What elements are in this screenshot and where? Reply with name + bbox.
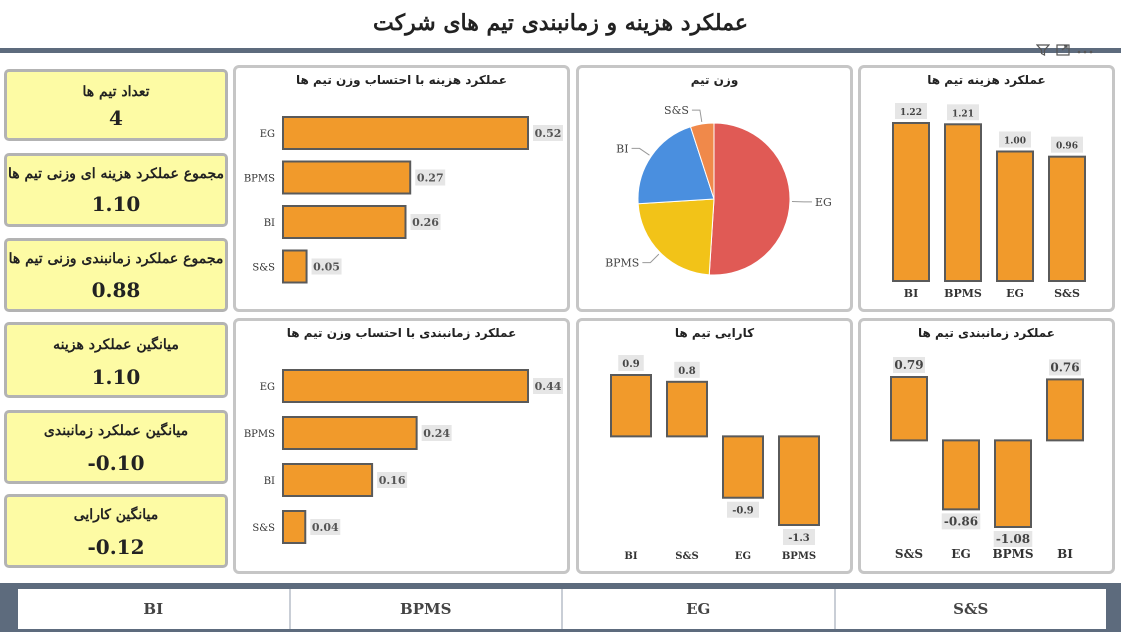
bar-bi (893, 123, 929, 281)
data-label-bi: 0.76 (1050, 360, 1080, 375)
kpi-label: مجموع عملکرد زمانبندی وزنی تیم ها (8, 251, 224, 267)
category-label-bpms: BPMS (243, 429, 275, 440)
kpi-value: 4 (109, 106, 123, 130)
bar-bpms (995, 440, 1031, 527)
slicer-item-bi[interactable]: BI (18, 589, 291, 629)
category-label-ss: S&S (675, 551, 699, 562)
category-label-bi: BI (903, 287, 919, 300)
bar-ss (891, 377, 927, 440)
data-label-eg: -0.9 (732, 505, 754, 517)
bar-eg (943, 440, 979, 509)
data-label-bpms: -1.08 (995, 532, 1031, 546)
kpi-value: -0.12 (87, 535, 145, 559)
data-label-ss: 0.8 (678, 365, 696, 377)
chart-title: عملکرد هزینه با احتساب وزن تیم ها (296, 73, 507, 87)
data-label-eg: 0.52 (534, 127, 562, 140)
category-label-ss: S&S (1054, 287, 1080, 300)
cost-weighted-chart[interactable] (233, 65, 570, 312)
schedule-weighted-chart[interactable] (233, 318, 570, 574)
kpi-team-count (4, 69, 228, 141)
data-label-bpms: 0.27 (416, 171, 444, 185)
focus-mode-icon[interactable] (1056, 44, 1070, 59)
category-label-bi: BI (263, 218, 275, 229)
pie-label-eg: EG (814, 195, 832, 209)
chart-title: کارایی تیم ها (674, 326, 755, 340)
bar-bpms (283, 162, 410, 194)
category-label-eg: EG (734, 551, 752, 562)
page-title: عملکرد هزینه و زمانبندی تیم های شرکت (373, 10, 748, 36)
kpi-label: تعداد تیم ها (82, 84, 150, 100)
chart-title: عملکرد زمانبندی با احتساب وزن تیم ها (286, 326, 517, 340)
team-schedule-plot (861, 321, 1112, 571)
kpi-value: 0.88 (91, 278, 141, 302)
category-label-bpms: BPMS (243, 173, 275, 185)
slicer-item-bpms[interactable]: BPMS (291, 589, 564, 629)
bar-ss (667, 382, 707, 437)
data-label-eg: -0.86 (943, 514, 979, 529)
schedule-weighted-plot (236, 321, 567, 571)
bar-ss (283, 511, 305, 543)
more-options-icon[interactable] (1076, 44, 1094, 59)
bar-bi (1047, 379, 1083, 440)
slicer-item-ss[interactable]: S&S (953, 600, 989, 618)
category-label-bpms: BPMS (944, 287, 982, 300)
data-label-ss: 0.05 (313, 260, 340, 274)
pie-leader-bpms (642, 254, 658, 262)
pie-slice-bpms (638, 199, 714, 275)
kpi-weighted-cost (4, 153, 228, 227)
kpi-label: مجموع عملکرد هزینه ای وزنی تیم ها (8, 166, 224, 182)
team-cost-chart[interactable] (858, 65, 1115, 312)
bar-eg (723, 436, 763, 497)
pie-slice-eg (709, 123, 790, 275)
category-label-bi: BI (624, 551, 638, 562)
team-efficiency-plot (579, 321, 850, 571)
pie-leader-bi (632, 148, 650, 155)
kpi-label: میانگین عملکرد هزینه (53, 337, 179, 353)
bar-bpms (945, 124, 981, 281)
title-divider (0, 48, 1121, 53)
team-cost-plot (861, 68, 1112, 309)
data-label-bi: 1.22 (900, 108, 922, 118)
team-weight-plot (579, 68, 850, 309)
data-label-eg: 1.00 (1004, 136, 1026, 147)
bar-eg (997, 151, 1033, 281)
slicer-item-eg[interactable]: EG (563, 589, 836, 629)
filter-icon[interactable] (1036, 44, 1050, 59)
pie-leader-ss (692, 110, 702, 122)
category-label-bi: BI (263, 476, 275, 487)
data-label-bpms: -1.3 (788, 533, 810, 544)
pie-label-bi: BI (616, 142, 629, 156)
category-label-ss: S&S (894, 547, 924, 561)
data-label-bi: 0.9 (622, 359, 640, 370)
bar-bi (611, 375, 651, 436)
category-label-eg: EG (1006, 287, 1024, 300)
kpi-label: میانگین کارایی (73, 507, 159, 523)
bar-ss (283, 251, 307, 283)
category-label-eg: EG (951, 547, 971, 561)
cost-weighted-plot (236, 68, 567, 309)
kpi-value: 1.10 (91, 192, 141, 216)
pie-label-bpms: BPMS (605, 256, 640, 270)
team-weight-chart[interactable] (576, 65, 853, 312)
bar-ss (1049, 157, 1085, 281)
category-label-eg: EG (259, 129, 275, 140)
kpi-value: 1.10 (91, 365, 141, 389)
data-label-bpms: 0.24 (423, 427, 451, 440)
category-label-bpms: BPMS (781, 551, 817, 562)
kpi-weighted-schedule (4, 238, 228, 312)
kpi-label: میانگین عملکرد زمانبندی (43, 423, 189, 439)
title-bar (0, 0, 1121, 50)
data-label-bi: 0.16 (378, 474, 406, 487)
category-label-eg: EG (259, 382, 275, 393)
data-label-ss: 0.79 (894, 358, 924, 372)
data-label-bi: 0.26 (412, 216, 439, 229)
kpi-avg-cost (4, 322, 228, 398)
bar-eg (283, 117, 528, 149)
kpi-avg-efficiency (4, 494, 228, 568)
category-label-bpms: BPMS (992, 547, 1034, 561)
kpi-avg-schedule (4, 410, 228, 484)
chart-title: عملکرد هزینه تیم ها (927, 73, 1046, 87)
team-schedule-chart[interactable] (858, 318, 1115, 574)
data-label-ss: 0.04 (311, 521, 339, 534)
visual-toolbar (1036, 44, 1094, 58)
team-slicer (18, 589, 1106, 629)
category-label-bi: BI (1057, 547, 1073, 561)
chart-title: عملکرد زمانبندی تیم ها (918, 326, 1055, 340)
kpi-value: -0.10 (87, 451, 145, 475)
chart-title: وزن تیم (690, 73, 739, 87)
pie-label-ss: S&S (664, 104, 689, 118)
category-label-ss: S&S (252, 523, 275, 534)
bar-bi (283, 464, 372, 496)
team-efficiency-chart[interactable] (576, 318, 853, 574)
bar-bpms (779, 436, 819, 525)
bar-bpms (283, 417, 417, 449)
data-label-eg: 0.44 (534, 380, 562, 393)
data-label-bpms: 1.21 (952, 109, 974, 120)
category-label-ss: S&S (252, 262, 275, 274)
data-label-ss: 0.96 (1056, 141, 1078, 152)
bar-bi (283, 206, 406, 238)
bar-eg (283, 370, 528, 402)
